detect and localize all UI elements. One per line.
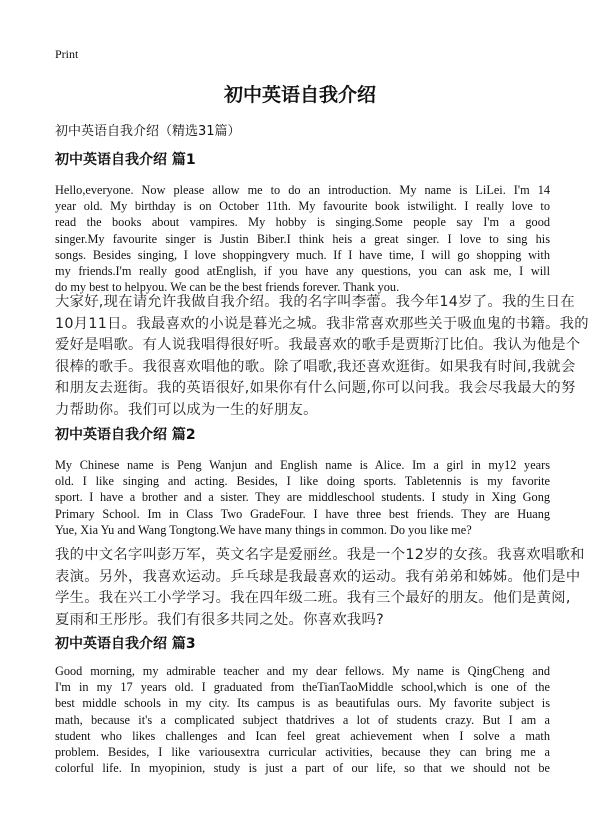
text-line: 夏雨和王彤彤。我们有很多共同之处。你喜欢我吗? bbox=[55, 611, 385, 628]
text-line: songs. Besides singing, I love shoppingvery much. If I have time, I will go shopping with bbox=[55, 247, 550, 262]
section-heading-2: 初中英语自我介绍 篇2 bbox=[55, 427, 196, 443]
text-line: read the books about vampires. My hobby is singing.Some people say I'm a good bbox=[55, 215, 550, 230]
section-2-english bbox=[55, 457, 550, 538]
section-2-chinese bbox=[55, 545, 585, 631]
text-line: I'm in my 17 years old. I graduated from theTianTaoMiddle school,which is one of the bbox=[55, 680, 550, 695]
section-heading-1: 初中英语自我介绍 篇1 bbox=[55, 152, 196, 168]
section-1-chinese bbox=[55, 292, 589, 421]
text-line: do my best to helpyou. We can be the best friends forever. Thank you. bbox=[55, 280, 400, 295]
text-line: 10月11日。我最喜欢的小说是暮光之城。我非常喜欢那些关于吸血鬼的书籍。我的 bbox=[55, 315, 589, 332]
page-title: 初中英语自我介绍 bbox=[223, 84, 376, 106]
text-line: 学生。我在兴工小学学习。我在四年级二班。我有三个最好的朋友。他们是黄阅, bbox=[55, 590, 571, 606]
text-line: Yue, Xia Yu and Wang Tongtong.We have many things in common. Do you like me? bbox=[55, 522, 472, 537]
document-subtitle: 初中英语自我介绍（精选31篇） bbox=[55, 124, 241, 139]
text-line: 爱好是唱歌。有人说我唱得很好听。我最喜欢的歌手是贾斯汀比伯。我认为他是个 bbox=[55, 337, 581, 353]
text-line: Primary School. Im in Class Two GradeFour. I have three best friends. They are Huang bbox=[55, 506, 550, 521]
text-line: colorful life. In myopinion, study is just a part of our life, so that we should not be bbox=[55, 761, 550, 776]
section-1-english bbox=[55, 182, 550, 295]
section-heading-3: 初中英语自我介绍 篇3 bbox=[55, 636, 196, 652]
text-line: sport. I have a brother and a sister. They are middleschool students. I study in Xing Gong bbox=[55, 490, 550, 505]
text-line: singer.My favourite singer is Justin Biber.I think heis a great singer. I love to sing his bbox=[55, 231, 550, 246]
text-line: Hello,everyone. Now please allow me to do an introduction. My name is LiLei. I'm 14 bbox=[55, 183, 550, 197]
text-line: math, because it's a complicated subject thatdrives a lot of students crazy. But I am a bbox=[55, 712, 550, 727]
text-line: my friends.I'm really good atEnglish, if you have any questions, you can ask me, I will bbox=[55, 264, 550, 279]
text-line: 力帮助你。我们可以成为一生的好朋友。 bbox=[55, 401, 318, 418]
text-line: best middle schools in my city. Its campus is as beautifulas ours. My favorite subject is bbox=[55, 696, 550, 711]
text-line: old. I like singing and acting. Besides, I like doing sports. Tabletennis is my favorite bbox=[55, 474, 550, 489]
text-line: year old. My birthday is on October 11th. My favourite book istwilight. I really love to bbox=[55, 199, 550, 214]
section-3-english bbox=[55, 663, 550, 776]
text-line: 很棒的歌手。我很喜欢唱他的歌。除了唱歌,我还喜欢逛街。如果我有时间,我就会 bbox=[55, 358, 576, 375]
text-line: student who likes challenges and Ican feel great achievement when I solve a math bbox=[55, 728, 550, 743]
text-line: Good morning, my admirable teacher and my dear fellows. My name is QingCheng and bbox=[55, 664, 550, 678]
text-line: 大家好,现在请允许我做自我介绍。我的名字叫李蕾。我今年14岁了。我的生日在 bbox=[55, 294, 575, 310]
print-link[interactable]: Print bbox=[55, 47, 79, 61]
text-line: 表演。另外，我喜欢运动。乒乓球是我最喜欢的运动。我有弟弟和姊姊。他们是中 bbox=[55, 568, 581, 585]
text-line: 我的中文名字叫彭万军，英文名字是爱丽丝。我是一个12岁的女孩。我喜欢唱歌和 bbox=[55, 547, 585, 563]
text-line: 和朋友去逛街。我的英语很好,如果你有什么问题,你可以问我。我会尽我最大的努 bbox=[55, 380, 576, 396]
text-line: problem. Besides, I like variousextra curricular activities, because they can bring me a bbox=[55, 745, 550, 760]
text-line: My Chinese name is Peng Wanjun and English name is Alice. Im a girl in my12 years bbox=[55, 458, 550, 472]
